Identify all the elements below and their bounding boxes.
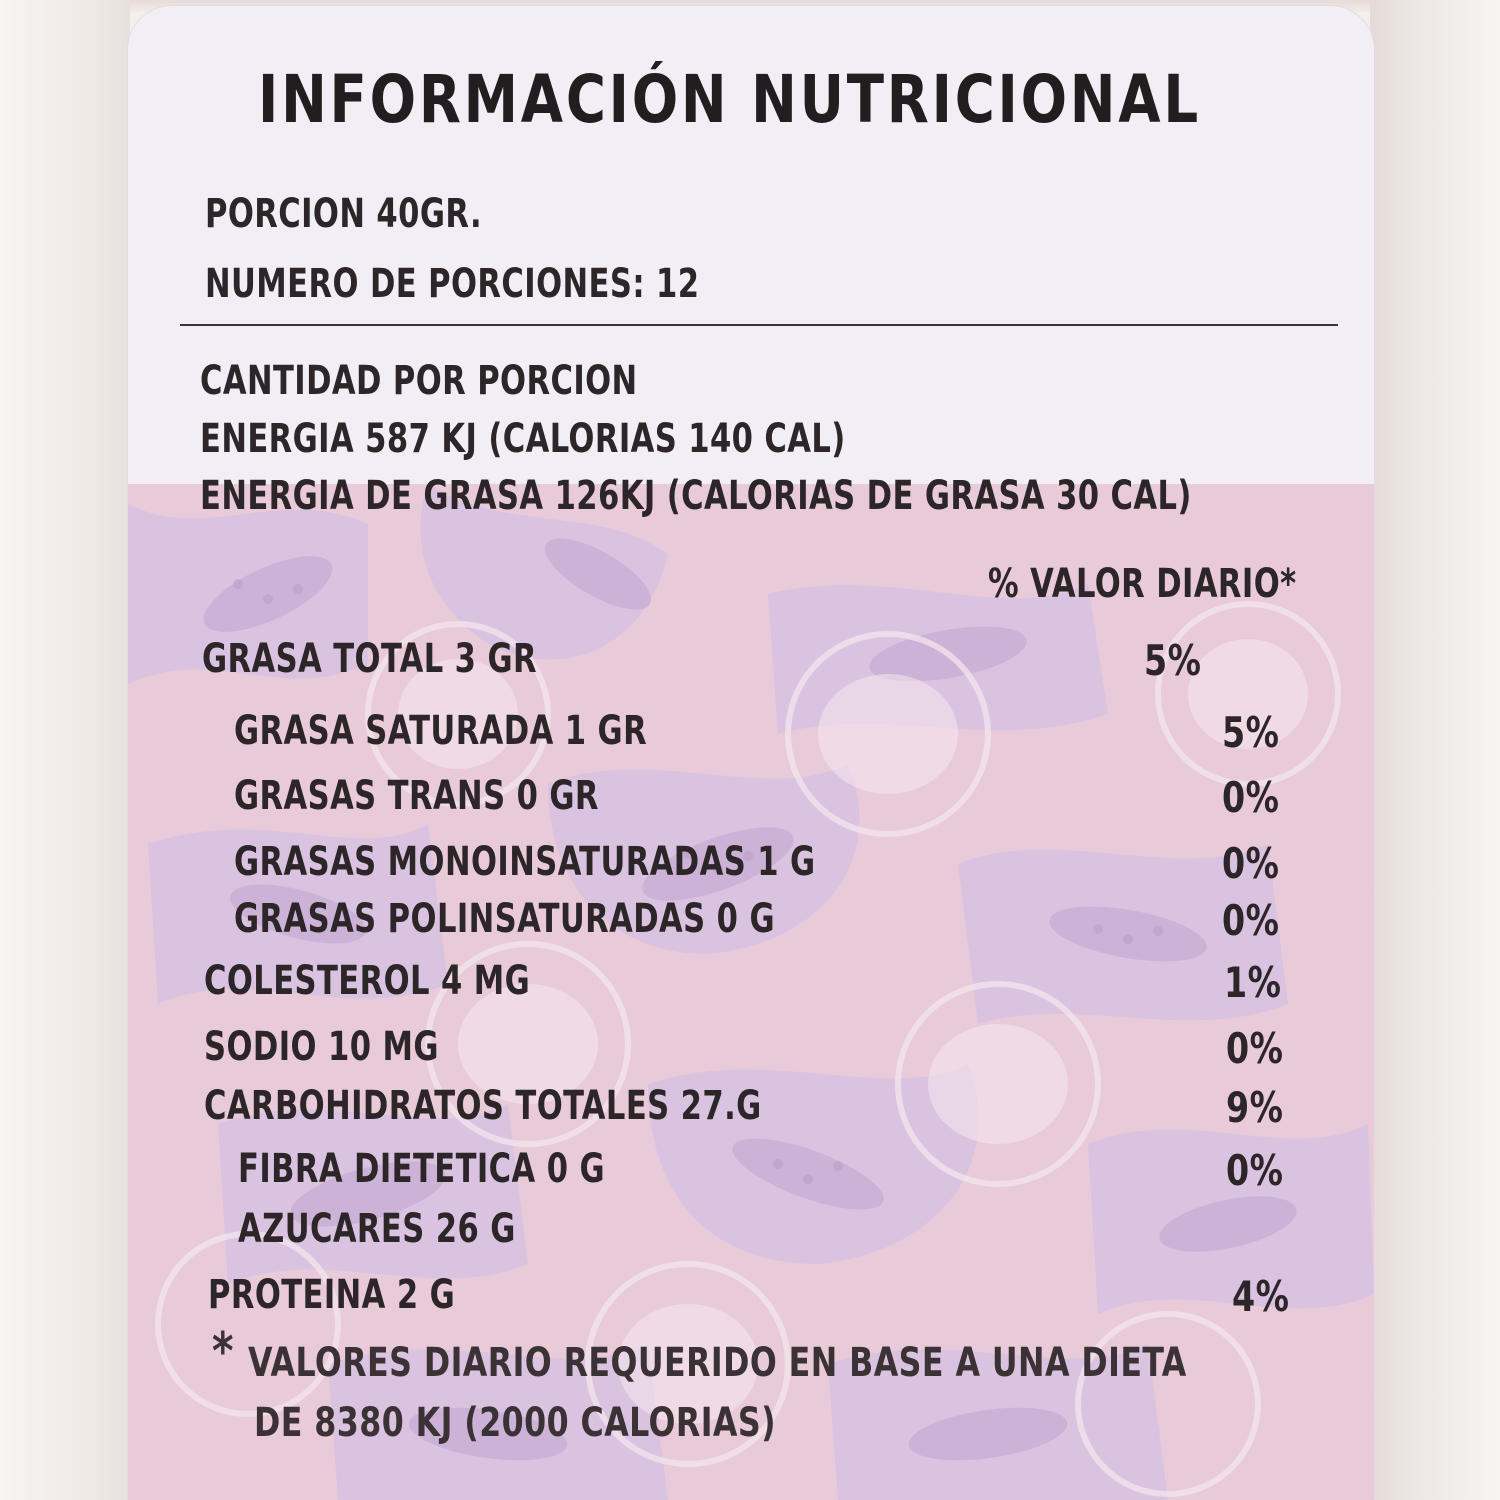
nutrient-pct-4: 0% [1222,896,1280,945]
divider-rule [180,324,1338,326]
amount-per-serving: CANTIDAD POR PORCION [200,358,638,404]
nutrient-row-4: GRASAS POLINSATURADAS 0 G [234,896,775,942]
nutrient-pct-3: 0% [1222,839,1280,888]
nutrient-row-6: SODIO 10 MG [204,1024,439,1070]
nutrient-row-1: GRASA SATURADA 1 GR [234,708,648,754]
footnote-line-2: DE 8380 KJ (2000 CALORIAS) [254,1400,777,1446]
nutrient-row-7: CARBOHIDRATOS TOTALES 27.G [204,1083,762,1129]
nutrient-pct-8: 0% [1226,1146,1284,1195]
background-left [0,0,130,1500]
nutrient-pct-0: 5% [1144,636,1202,685]
daily-value-header: % VALOR DIARIO* [988,561,1297,607]
nutrient-row-5: COLESTEROL 4 MG [204,958,531,1004]
nutrient-row-9: AZUCARES 26 G [238,1206,516,1252]
nutrient-row-3: GRASAS MONOINSATURADAS 1 G [234,839,816,885]
nutrient-row-8: FIBRA DIETETICA 0 G [238,1146,606,1192]
nutrient-pct-1: 5% [1222,708,1280,757]
servings-count: NUMERO DE PORCIONES: 12 [205,261,700,307]
nutrient-row-2: GRASAS TRANS 0 GR [234,773,599,819]
serving-size: PORCION 40GR. [205,191,483,237]
footnote-line-1: VALORES DIARIO REQUERIDO EN BASE A UNA DIETA [248,1340,1187,1386]
nutrient-pct-2: 0% [1222,773,1280,822]
nutrient-pct-7: 9% [1226,1083,1284,1132]
fat-energy-line: ENERGIA DE GRASA 126KJ (CALORIAS DE GRASA 30 CAL) [200,473,1192,519]
footnote-asterisk: * [212,1322,234,1382]
nutrient-pct-10: 4% [1232,1272,1290,1321]
nutrient-row-0: GRASA TOTAL 3 GR [202,636,537,682]
nutrient-pct-6: 0% [1226,1024,1284,1073]
energy-line: ENERGIA 587 KJ (CALORIAS 140 CAL) [200,416,846,462]
nutrient-row-10: PROTEINA 2 G [208,1272,456,1318]
nutrition-label [128,6,1374,1500]
label-title: INFORMACIÓN NUTRICIONAL [258,61,1201,138]
nutrient-pct-5: 1% [1224,958,1282,1007]
background-right [1370,0,1500,1500]
